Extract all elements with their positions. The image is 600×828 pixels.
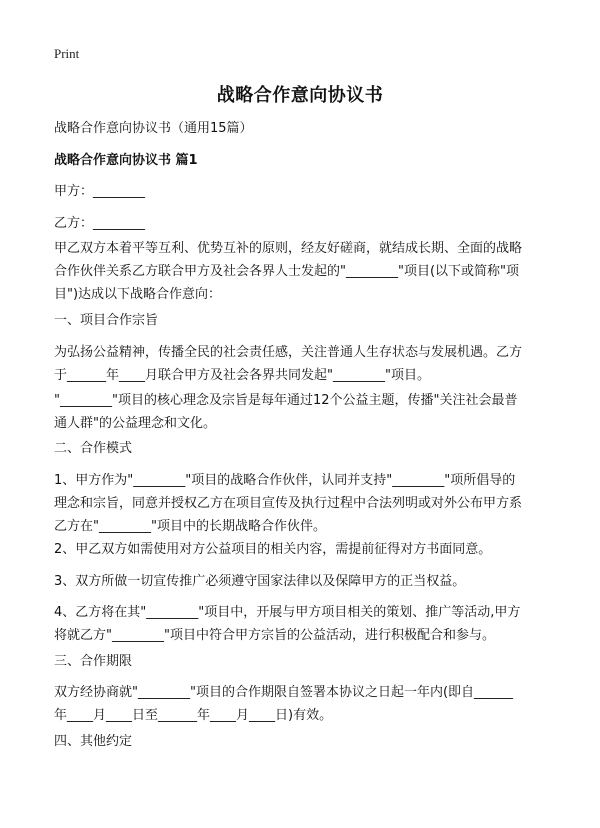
paragraph-line: 4、乙方将在其"________"项目中，开展与甲方项目相关的策划、推广等活动,甲方: [54, 605, 521, 620]
paragraph-line: 合作伙伴关系乙方联合甲方及社会各界人士发起的"________"项目(以下或简称"项: [54, 264, 520, 279]
paragraph-line: 年____月____日至______年____月____日)有效。: [54, 708, 333, 723]
document-subtitle: 战略合作意向协议书（通用15篇）: [54, 121, 253, 136]
paragraph-line: 双方经协商就"________"项目的合作期限自签署本协议之日起一年内(即自______: [54, 685, 514, 700]
party-b-field: 乙方：________: [54, 216, 146, 231]
section-3-heading: 三、合作期限: [54, 654, 133, 669]
section-2-item-4: [54, 601, 554, 647]
section-1-paragraph-2: [54, 389, 554, 435]
section-3-paragraph: [54, 681, 554, 727]
section-2-heading: 二、合作模式: [54, 441, 133, 456]
paragraph-line: 为弘扬公益精神，传播全民的社会责任感，关注普通人生存状态与发展机遇。乙方: [54, 345, 523, 360]
print-link[interactable]: Print: [54, 46, 80, 61]
paragraph-line: 1、甲方作为"________"项目的战略合作伙伴，认同并支持"________"项所倡导的: [54, 473, 516, 488]
paragraph-line: 将就乙方"________"项目中符合甲方宗旨的公益活动，进行积极配合和参与。: [54, 628, 495, 643]
paragraph-line: 通人群"的公益理念和文化。: [54, 416, 216, 431]
section-4-heading: 四、其他约定: [54, 734, 133, 749]
intro-paragraph: [54, 237, 554, 306]
paragraph-line: "________"项目的核心理念及宗旨是每年通过12个公益主题，传播"关注社会最普: [54, 393, 518, 408]
section-2-item-1: [54, 469, 554, 538]
section-1-paragraph-1: [54, 341, 554, 387]
section-1-heading: 一、项目合作宗旨: [54, 313, 159, 328]
article-heading: 战略合作意向协议书 篇1: [54, 153, 198, 168]
party-a-field: 甲方：________: [54, 184, 146, 199]
paragraph-line: 理念和宗旨，同意并授权乙方在项目宣传及执行过程中合法列明或对外公布甲方系: [54, 496, 523, 511]
paragraph-line: 于______年____月联合甲方及社会各界共同发起"________"项目。: [54, 368, 430, 383]
document-title: 战略合作意向协议书: [216, 85, 384, 106]
paragraph-line: 乙方在"________"项目中的长期战略合作伙伴。: [54, 519, 326, 534]
paragraph-line: 甲乙双方本着平等互利、优势互补的原则，经友好磋商，就结成长期、全面的战略: [54, 241, 523, 256]
paragraph-line: 目")达成以下战略合作意向：: [54, 287, 222, 302]
section-2-item-2: 2、甲乙双方如需使用对方公益项目的相关内容，需提前征得对方书面同意。: [54, 542, 492, 557]
section-2-item-3: 3、双方所做一切宣传推广必须遵守国家法律以及保障甲方的正当权益。: [54, 574, 466, 589]
